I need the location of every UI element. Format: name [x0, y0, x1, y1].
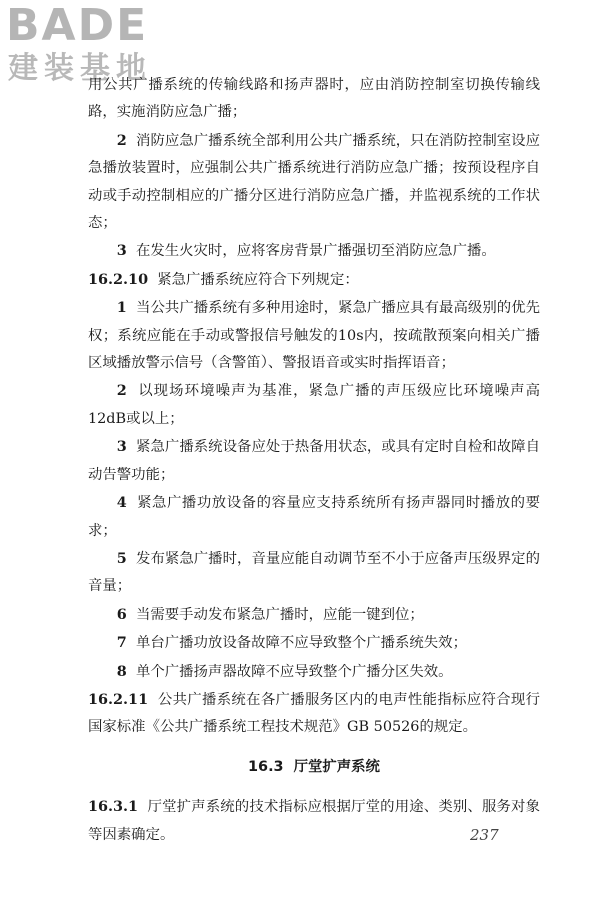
clause-number: 3 — [116, 242, 127, 260]
clause-number: 1 — [116, 299, 127, 317]
paragraph — [88, 686, 540, 742]
paragraph — [88, 266, 540, 294]
paragraph-list — [88, 72, 540, 742]
clause-text: 单台广播功放设备故障不应导致整个广播系统失效； — [135, 635, 467, 652]
section-title: 厅堂扩声系统 — [293, 758, 380, 775]
clause-number: 4 — [116, 494, 127, 512]
clause-text: 厅堂扩声系统的技术指标应根据厅堂的用途、类别、服务对象等因素确定。 — [88, 799, 540, 843]
paragraph — [88, 601, 540, 629]
paragraph — [88, 72, 540, 127]
watermark-brand: BADE — [6, 0, 149, 51]
paragraph — [88, 127, 540, 238]
page-number: 237 — [470, 826, 499, 844]
clause-number: 16.2.11 — [88, 690, 149, 708]
clause-text: 当需要手动发布紧急广播时，应能一键到位； — [135, 606, 424, 623]
page-content — [88, 72, 540, 849]
paragraph — [88, 658, 540, 686]
paragraph — [88, 377, 540, 433]
clause-text: 用公共广播系统的传输线路和扬声器时，应由消防控制室切换传输线路，实施消防应急广播； — [88, 77, 540, 121]
watermark-subtitle: 建装基地 — [8, 51, 152, 86]
paragraph — [88, 545, 540, 601]
clause-text: 公共广播系统在各广播服务区内的电声性能指标应符合现行国家标准《公共广播系统工程技术规范》GB 50526的规定。 — [88, 691, 540, 736]
section-number: 16.3 — [248, 758, 284, 775]
clause-number: 7 — [116, 634, 127, 652]
paragraph — [88, 294, 540, 377]
paragraph — [88, 629, 540, 657]
clause-text: 当公共广播系统有多种用途时，紧急广播应具有最高级别的优先权；系统应能在手动或警报信号触发的10s内，按疏散预案向相关广播区域播放警示信号（含警笛）、警报语音或实时指挥语音； — [88, 300, 540, 372]
paragraph — [88, 489, 540, 545]
clause-number: 5 — [116, 549, 127, 567]
clause-number: 16.3.1 — [88, 798, 139, 816]
clause-text: 紧急广播系统应符合下列规定： — [157, 271, 359, 288]
paragraph — [88, 433, 540, 489]
clause-text: 在发生火灾时，应将客房背景广播强切至消防应急广播。 — [135, 243, 496, 260]
clause-text: 紧急广播系统设备应处于热备用状态，或具有定时自检和故障自动告警功能； — [88, 439, 540, 483]
clause-text: 以现场环境噪声为基准，紧急广播的声压级应比环境噪声高12dB或以上； — [88, 383, 540, 427]
clause-number: 6 — [116, 605, 127, 623]
clause-text: 单个广播扬声器故障不应导致整个广播分区失效。 — [135, 663, 453, 680]
clause-number: 2 — [116, 131, 127, 149]
clause-number: 16.2.10 — [88, 270, 149, 288]
clause-number: 3 — [116, 438, 127, 456]
paragraph — [88, 237, 540, 265]
clause-text: 发布紧急广播时，音量应能自动调节至不小于应备声压级界定的音量； — [88, 550, 540, 595]
clause-text: 消防应急广播系统全部利用公共广播系统，只在消防控制室设应急播放装置时，应强制公共广播系统进行消防应急广播；按预设程序自动或手动控制相应的广播分区进行消防应急广播，并监视系统的工作状态； — [88, 132, 540, 232]
clause-number: 8 — [116, 662, 127, 680]
clause-number: 2 — [116, 382, 127, 400]
clause-text: 紧急广播功放设备的容量应支持系统所有扬声器同时播放的要求； — [88, 495, 540, 539]
section-heading — [88, 754, 540, 781]
